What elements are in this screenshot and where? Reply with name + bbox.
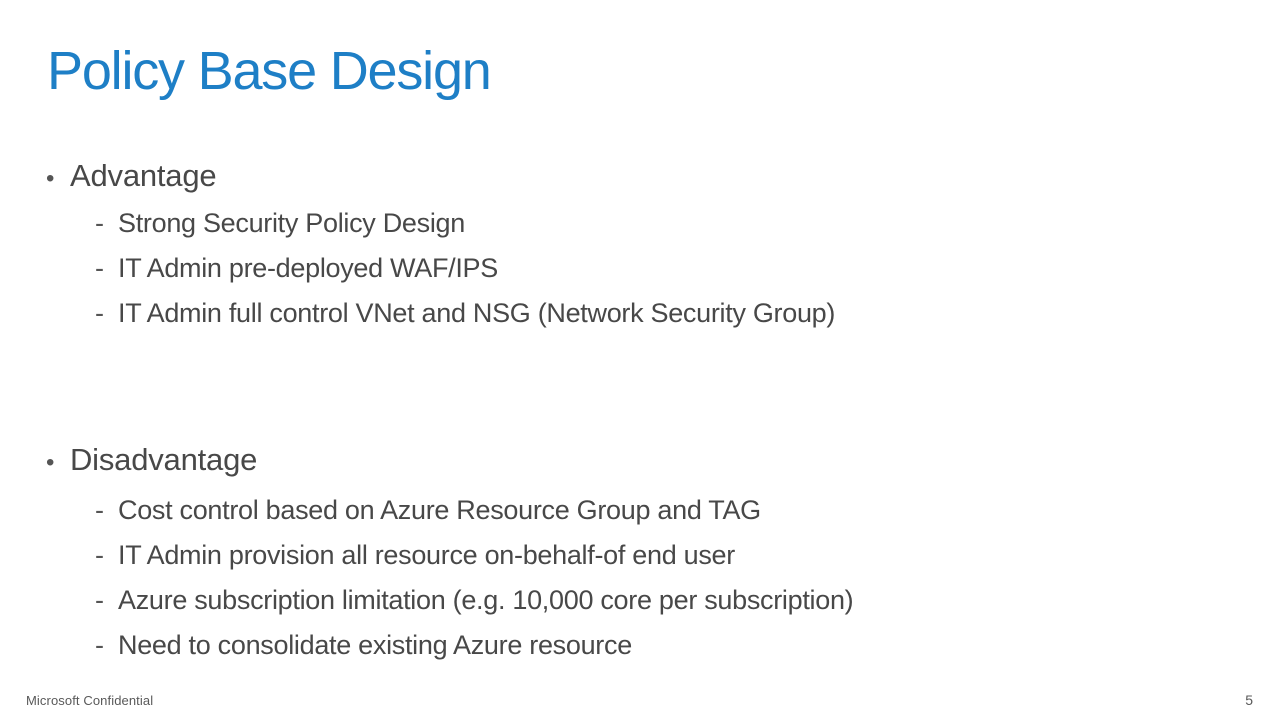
bullet-item-disadvantage	[46, 444, 257, 475]
sub-item	[95, 210, 465, 237]
dash-marker-icon: -	[95, 253, 104, 283]
dash-marker-icon: -	[95, 495, 104, 525]
sub-item-label: IT Admin full control VNet and NSG (Network Security Group)	[118, 298, 836, 328]
bullet-item-label: Advantage	[70, 158, 217, 193]
sub-item-label: Need to consolidate existing Azure resource	[118, 630, 632, 660]
bullet-item-label: Disadvantage	[70, 442, 258, 477]
sub-item-label: Cost control based on Azure Resource Group and TAG	[118, 495, 761, 525]
bullet-item-advantage	[46, 160, 216, 191]
sub-item-label: Strong Security Policy Design	[118, 208, 465, 238]
sub-item	[95, 632, 632, 659]
footer-confidential-label: Microsoft Confidential	[26, 693, 154, 708]
sub-item	[95, 587, 853, 614]
sub-item	[95, 300, 835, 327]
dash-marker-icon: -	[95, 585, 104, 615]
page-number: 5	[1245, 692, 1253, 708]
dash-marker-icon: -	[95, 630, 104, 660]
sub-item-label: IT Admin pre-deployed WAF/IPS	[118, 253, 498, 283]
bullet-marker-icon: •	[46, 165, 55, 192]
page-title: Policy Base Design	[47, 41, 491, 101]
sub-item	[95, 255, 498, 282]
sub-item	[95, 542, 735, 569]
sub-item-label: Azure subscription limitation (e.g. 10,000 core per subscription)	[118, 585, 854, 615]
sub-item	[95, 497, 761, 524]
dash-marker-icon: -	[95, 540, 104, 570]
dash-marker-icon: -	[95, 208, 104, 238]
bullet-marker-icon: •	[46, 449, 55, 476]
dash-marker-icon: -	[95, 298, 104, 328]
sub-item-label: IT Admin provision all resource on-behalf-of end user	[118, 540, 735, 570]
